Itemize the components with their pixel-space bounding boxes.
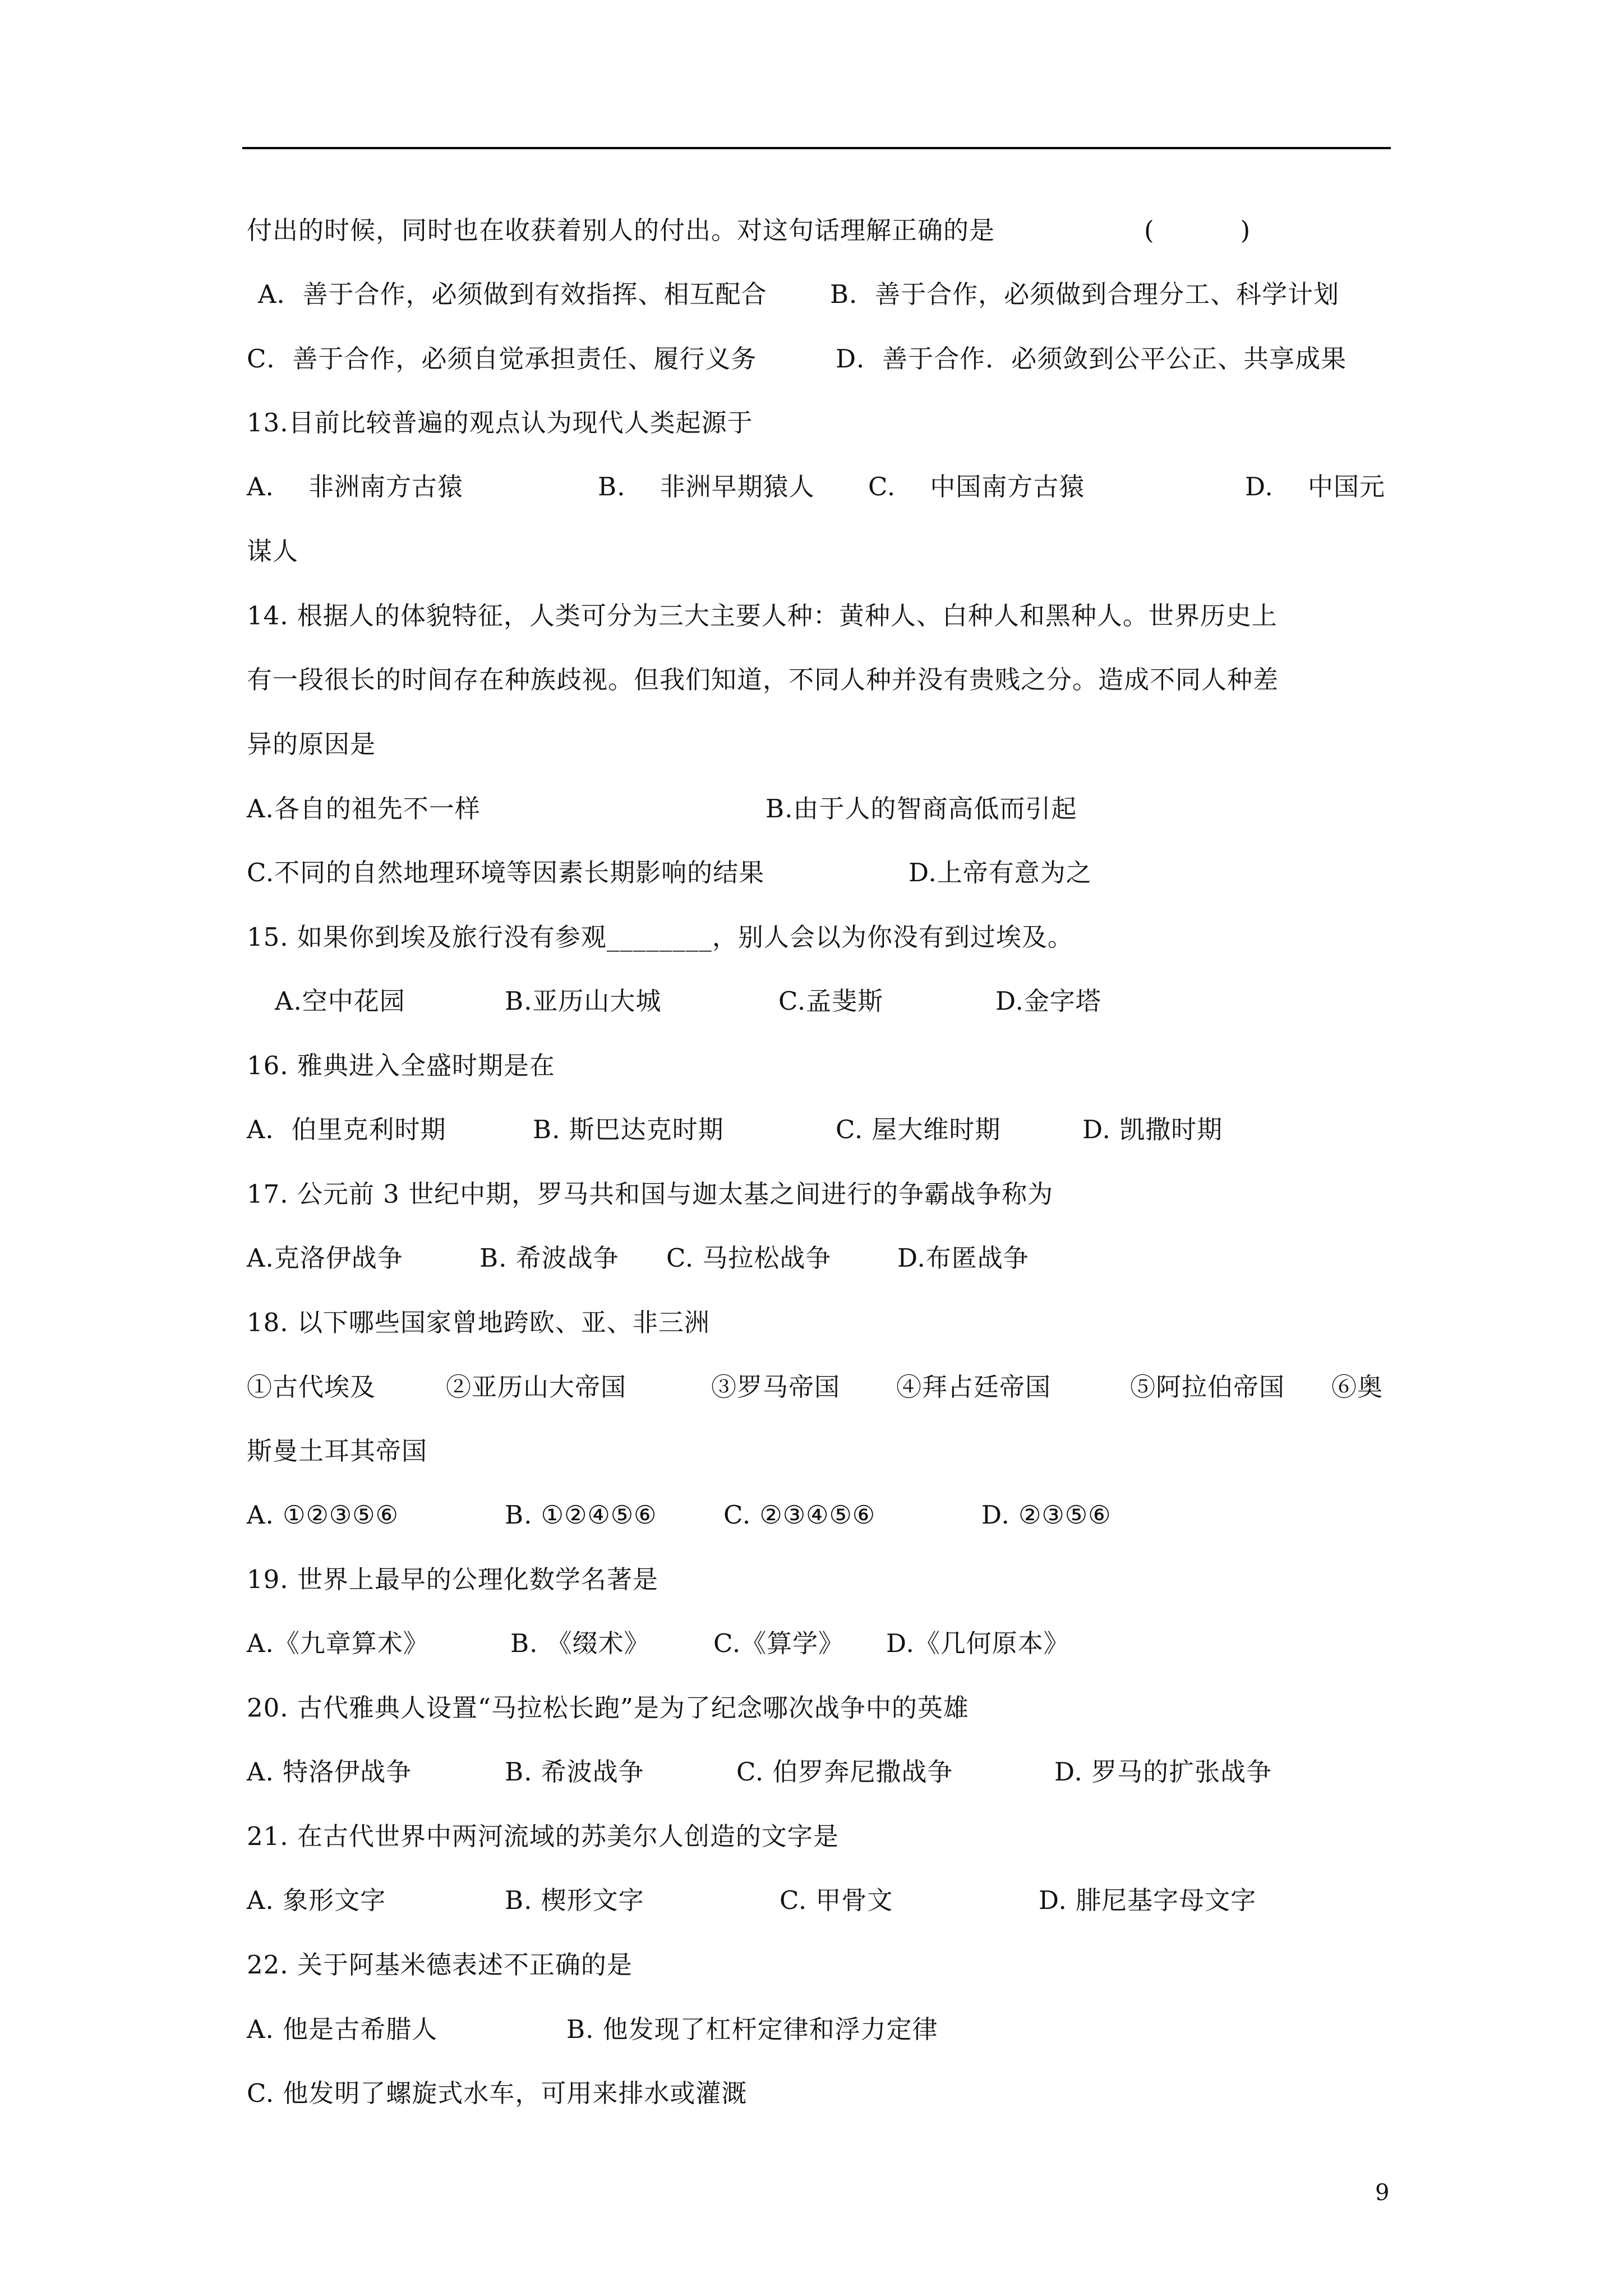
q20-stem: 20. 古代雅典人设置“马拉松长跑”是为了纪念哪次战争中的英雄: [247, 1693, 969, 1723]
q16-options: [247, 1113, 1223, 1147]
q15-option-a: A.空中花园: [275, 986, 405, 1016]
q15-option-b: B.亚历山大城: [505, 986, 662, 1016]
q19-options: [247, 1627, 1069, 1660]
q12-options-row1: [247, 278, 1340, 311]
q18-option-b: B. ①②④⑤⑥: [505, 1500, 657, 1530]
header-rule: [242, 147, 1391, 149]
q14-option-a: A.各自的祖先不一样: [247, 794, 481, 823]
q19-option-b: B. 《缀术》: [510, 1628, 650, 1658]
q16-option-d: D. 凯撒时期: [1082, 1115, 1223, 1144]
q21-option-a: A. 象形文字: [247, 1885, 386, 1915]
q21-options: [247, 1884, 1257, 1917]
q17-stem: 17. 公元前 3 世纪中期，罗马共和国与迦太基之间进行的争霸战争称为: [247, 1179, 1054, 1209]
q18-item-4: ④拜占廷帝国: [896, 1372, 1052, 1402]
q19-option-a: A.《九章算术》: [247, 1628, 429, 1658]
q18-stem: 18. 以下哪些国家曾地跨欧、亚、非三洲: [247, 1308, 710, 1337]
q18-option-d: D. ②③⑤⑥: [981, 1500, 1112, 1530]
q12-answer-paren: ( ): [1144, 215, 1251, 245]
q14-stem-line3: 异的原因是: [247, 729, 376, 759]
q20-option-b: B. 希波战争: [505, 1757, 644, 1787]
q22-options-row1: [247, 2013, 938, 2046]
q16-option-a: A．伯里克利时期: [247, 1115, 446, 1144]
q14-option-b: B.由于人的智商高低而引起: [766, 794, 1077, 823]
q13-option-b: B. 非洲早期猿人: [598, 472, 815, 501]
q22-option-c: C. 他发明了螺旋式水车，可用来排水或灌溉: [247, 2078, 748, 2108]
q17-options: [247, 1241, 1029, 1275]
q13-stem: 13.目前比较普遍的观点认为现代人类起源于: [247, 408, 753, 438]
q15-options: [247, 984, 1101, 1018]
q18-items: [247, 1370, 1384, 1404]
q17-option-b: B. 希波战争: [479, 1243, 619, 1273]
q18-item-1: ①古代埃及: [247, 1372, 376, 1402]
q19-option-c: C.《算学》: [713, 1628, 845, 1658]
q14-stem-line1: 14. 根据人的体貌特征，人类可分为三大主要人种：黄种人、白种人和黑种人。世界历史上: [247, 601, 1278, 631]
q12-stem-text: 付出的时候，同时也在收获着别人的付出。对这句话理解正确的是: [247, 215, 995, 245]
q13-option-d-cont: 谋人: [247, 536, 299, 566]
q14-options-row1: [247, 792, 1077, 826]
q18-option-a: A. ①②③⑤⑥: [247, 1500, 399, 1530]
q14-option-c: C.不同的自然地理环境等因素长期影响的结果: [247, 858, 765, 887]
q18-item-5: ⑤阿拉伯帝国: [1130, 1372, 1285, 1402]
q19-stem: 19. 世界上最早的公理化数学名著是: [247, 1565, 658, 1594]
q20-option-c: C. 伯罗奔尼撒战争: [736, 1757, 953, 1787]
q16-option-b: B. 斯巴达克时期: [533, 1115, 724, 1144]
q21-stem: 21. 在古代世界中两河流域的苏美尔人创造的文字是: [247, 1821, 839, 1851]
q20-options: [247, 1755, 1272, 1789]
q14-option-d: D.上帝有意为之: [909, 858, 1092, 887]
q19-option-d: D.《几何原本》: [886, 1628, 1069, 1658]
page-number: 9: [1375, 2180, 1390, 2206]
q18-options: [247, 1498, 1112, 1532]
q12-stem-line: [247, 214, 1251, 247]
q22-option-b: B. 他发现了杠杆定律和浮力定律: [566, 2014, 938, 2044]
q20-option-a: A. 特洛伊战争: [247, 1757, 412, 1787]
q14-stem-line2: 有一段很长的时间存在种族歧视。但我们知道，不同人种并没有贵贱之分。造成不同人种差: [247, 665, 1279, 694]
q12-option-b: B．善于合作，必须做到合理分工、科学计划: [830, 279, 1340, 309]
q21-option-b: B. 楔形文字: [505, 1885, 644, 1915]
q21-option-c: C. 甲骨文: [780, 1885, 893, 1915]
q20-option-d: D. 罗马的扩张战争: [1054, 1757, 1272, 1787]
q12-option-a: A．善于合作，必须做到有效指挥、相互配合: [258, 279, 767, 309]
q17-option-c: C. 马拉松战争: [666, 1243, 832, 1273]
q16-stem: 16. 雅典进入全盛时期是在: [247, 1051, 555, 1080]
q21-option-d: D. 腓尼基字母文字: [1039, 1885, 1257, 1915]
q18-item-6-cont: 斯曼土耳其帝国: [247, 1436, 428, 1466]
q13-option-a: A. 非洲南方古猿: [247, 472, 464, 501]
q16-option-c: C. 屋大维时期: [836, 1115, 1001, 1144]
q18-option-c: C. ②③④⑤⑥: [723, 1500, 876, 1530]
q12-option-c: C．善于合作，必须自觉承担责任、履行义务: [247, 344, 757, 374]
q12-option-d: D．善于合作．必须敛到公平公正、共享成果: [836, 344, 1347, 374]
q17-option-d: D.布匿战争: [897, 1243, 1029, 1273]
q18-item-2: ②亚历山大帝国: [446, 1372, 627, 1402]
q14-options-row2: [247, 856, 1092, 890]
q17-option-a: A.克洛伊战争: [247, 1243, 403, 1273]
q12-options-row2: [247, 342, 1347, 376]
q22-option-a: A. 他是古希腊人: [247, 2014, 438, 2044]
q18-item-3: ③罗马帝国: [711, 1372, 841, 1402]
q22-stem: 22. 关于阿基米德表述不正确的是: [247, 1950, 633, 1980]
q18-item-6: ⑥奥: [1331, 1372, 1384, 1402]
q13-option-d: D. 中国元: [1245, 472, 1385, 501]
q15-stem: 15. 如果你到埃及旅行没有参观________，别人会以为你没有到过埃及。: [247, 922, 1073, 952]
q13-options: [247, 470, 1385, 504]
q15-option-c: C.孟斐斯: [778, 986, 884, 1016]
q15-option-d: D.金字塔: [995, 986, 1101, 1016]
q13-option-c: C. 中国南方古猿: [868, 472, 1085, 501]
